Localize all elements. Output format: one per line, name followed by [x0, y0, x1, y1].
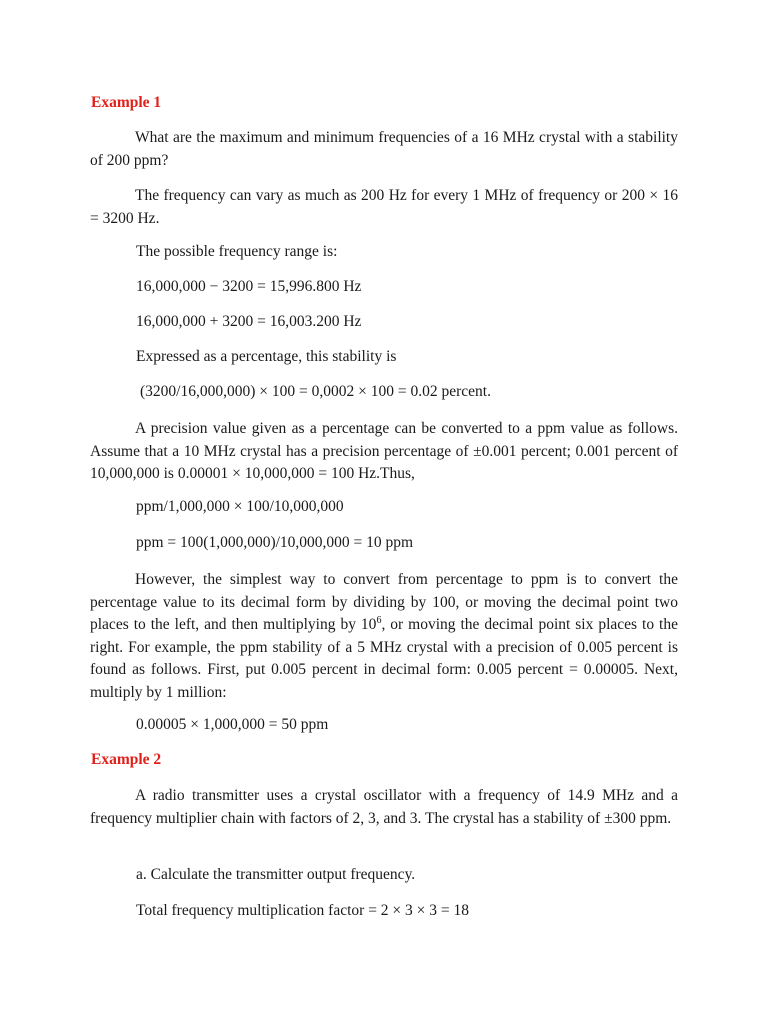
conversion-paragraph: [90, 569, 678, 704]
range-min-equation: 16,000,000 − 3200 = 15,996.800 Hz: [136, 278, 362, 295]
ppm-equation-1: ppm/1,000,000 × 100/10,000,000: [136, 498, 344, 515]
percent-intro: Expressed as a percentage, this stability is: [136, 348, 397, 365]
conversion-text-part-1: However, the simplest way to convert from percentage to ppm is to convert the percentage value to its decimal form by dividing by 100, or moving the decimal point two places to the left, and then multiplying by 10: [90, 571, 678, 633]
ppm-equation-2: ppm = 100(1,000,000)/10,000,000 = 10 ppm: [136, 534, 414, 551]
range-intro: The possible frequency range is:: [136, 243, 338, 260]
multiplication-factor-equation: Total frequency multiplication factor = 2 × 3 × 3 = 18: [136, 902, 470, 919]
percent-equation: (3200/16,000,000) × 100 = 0,0002 × 100 = 0.02 percent.: [140, 383, 491, 400]
example-2-intro: A radio transmitter uses a crystal oscillator with a frequency of 14.9 MHz and a frequency multiplier chain with factors of 2, 3, and 3. The crystal has a stability of ±300 ppm.: [90, 787, 678, 827]
exponent-superscript: 6: [376, 615, 382, 626]
frequency-variation-paragraph: The frequency can vary as much as 200 Hz for every 1 MHz of frequency or 200 × 16 = 3200 Hz.: [90, 187, 678, 227]
example-1-heading: Example 1: [91, 94, 162, 111]
example-2-heading: Example 2: [91, 751, 162, 768]
precision-paragraph: A precision value given as a percentage can be converted to a ppm value as follows. Assume that a 10 MHz crystal has a precision percentage of ±0.001 percent; 0.001 percent of 10,000,000 is 0.00001 × 10,000,000 = 100 Hz.Thus,: [90, 420, 678, 482]
conversion-text-part-2: , or moving the decimal point six places to the right. For example, the ppm stability of a 5 MHz crystal with a precision of 0.005 percent is found as follows. First, put 0.005 percent in decimal form: 0.005 percent = 0.00005. Next, multiply by 1 million:: [90, 616, 678, 701]
part-a-question: a. Calculate the transmitter output frequency.: [136, 866, 416, 883]
range-max-equation: 16,000,000 + 3200 = 16,003.200 Hz: [136, 313, 362, 330]
example-1-question: What are the maximum and minimum frequencies of a 16 MHz crystal with a stability of 200 ppm?: [90, 129, 678, 169]
result-equation: 0.00005 × 1,000,000 = 50 ppm: [136, 716, 329, 733]
